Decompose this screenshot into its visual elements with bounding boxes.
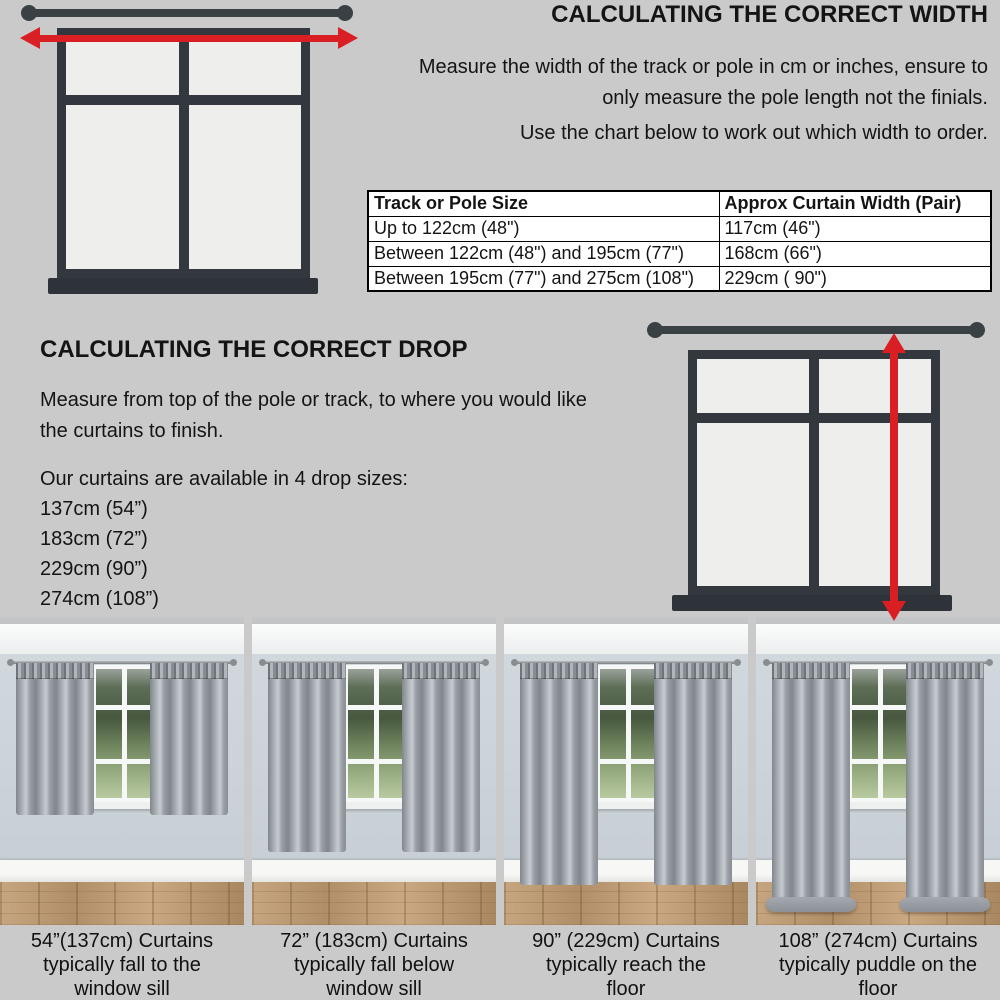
cell-curtain-width: 229cm ( 90"): [719, 266, 991, 291]
window-mullion-vertical: [626, 669, 631, 798]
left-curtain: [520, 663, 598, 885]
window-sill: [672, 595, 952, 611]
ceiling: [252, 617, 496, 624]
photo-window: [344, 665, 408, 802]
table-row: [368, 266, 991, 291]
ceiling: [0, 617, 244, 624]
example-photo-72in: [252, 617, 496, 925]
right-curtain: [402, 663, 480, 852]
skirting-board: [0, 860, 244, 882]
col-header-curtain-width: Approx Curtain Width (Pair): [719, 191, 991, 216]
arrow-shaft: [890, 345, 898, 609]
window-mullion-vertical: [878, 669, 883, 798]
example-photo-108in: [756, 617, 1000, 925]
window-transom-horizontal: [66, 95, 301, 105]
cell-curtain-width: 168cm (66"): [719, 241, 991, 266]
example-caption-54in: 54”(137cm) Curtains typically fall to the window sill: [30, 930, 214, 1000]
window-mullion-horizontal: [348, 705, 404, 710]
arrow-head-right: [338, 27, 358, 49]
skirting-board: [252, 860, 496, 882]
left-curtain: [772, 663, 850, 905]
table-header-row: [368, 191, 991, 216]
wood-floor: [0, 882, 244, 925]
left-curtain: [16, 663, 94, 815]
example-photo-90in: [504, 617, 748, 925]
drop-arrow-icon: [882, 333, 906, 621]
drop-measure-illustration: [640, 314, 992, 626]
drop-size-item: 137cm (54”): [40, 498, 148, 520]
example-photo-54in: [0, 617, 244, 925]
example-caption-90in: 90” (229cm) Curtains typically reach the floor: [532, 930, 720, 1000]
example-caption-72in: 72” (183cm) Curtains typically fall below window sill: [280, 930, 468, 1000]
width-measure-illustration: [8, 2, 358, 302]
curtain-pole-icon: [656, 326, 976, 334]
window-mullion-horizontal: [600, 705, 656, 710]
width-chart-hint-text: Use the chart below to work out which width to order.: [519, 122, 988, 144]
arrow-head-left: [20, 27, 40, 49]
window-mullion-horizontal: [600, 759, 656, 764]
window-mullion-horizontal: [852, 759, 908, 764]
width-section-title: CALCULATING THE CORRECT WIDTH: [551, 1, 988, 28]
window-mullion-horizontal: [96, 759, 152, 764]
right-curtain: [906, 663, 984, 905]
window-mullion-horizontal: [852, 705, 908, 710]
window-mullion-vertical: [179, 37, 189, 269]
window-mullion-vertical: [374, 669, 379, 798]
curtain-pole-icon: [30, 9, 344, 17]
width-instructions-text: Measure the width of the track or pole in cm or inches, ensure to only measure the pole length not the finials.: [418, 56, 988, 109]
drop-section-title: CALCULATING THE CORRECT DROP: [40, 336, 468, 363]
wood-floor: [252, 882, 496, 925]
photo-window: [848, 665, 912, 802]
arrow-head-top: [882, 333, 906, 353]
right-curtain: [150, 663, 228, 815]
cornice: [252, 624, 496, 654]
width-chart-table: [367, 190, 992, 292]
window-mullion-vertical: [809, 359, 819, 586]
window-sill: [48, 278, 318, 294]
right-curtain: [654, 663, 732, 885]
cornice: [756, 624, 1000, 654]
photo-window: [92, 665, 156, 802]
wood-floor: [504, 882, 748, 925]
cell-pole-size: Between 195cm (77") and 275cm (108"): [368, 266, 719, 291]
table-row: [368, 241, 991, 266]
window-mullion-vertical: [122, 669, 127, 798]
cell-curtain-width: 117cm (46"): [719, 216, 991, 241]
arrow-shaft: [34, 35, 344, 42]
drop-size-item: 229cm (90”): [40, 558, 148, 580]
window-mullion-horizontal: [96, 705, 152, 710]
col-header-pole-size: Track or Pole Size: [368, 191, 719, 216]
window-frame: [57, 28, 310, 278]
drop-size-item: 183cm (72”): [40, 528, 148, 550]
cell-pole-size: Between 122cm (48") and 195cm (77"): [368, 241, 719, 266]
drop-sizes-list: [40, 464, 640, 614]
cell-pole-size: Up to 122cm (48"): [368, 216, 719, 241]
cornice: [504, 624, 748, 654]
window-mullion-horizontal: [348, 759, 404, 764]
drop-sizes-intro: Our curtains are available in 4 drop sizes:: [40, 468, 408, 490]
drop-size-item: 274cm (108”): [40, 588, 159, 610]
left-curtain: [268, 663, 346, 852]
width-arrow-icon: [20, 27, 358, 49]
drop-instructions-text: Measure from top of the pole or track, to where you would like the curtains to finish.: [40, 389, 587, 442]
example-caption-108in: 108” (274cm) Curtains typically puddle on the floor: [778, 930, 978, 1000]
cornice: [0, 624, 244, 654]
arrow-head-bottom: [882, 601, 906, 621]
table-row: [368, 216, 991, 241]
photo-window: [596, 665, 660, 802]
